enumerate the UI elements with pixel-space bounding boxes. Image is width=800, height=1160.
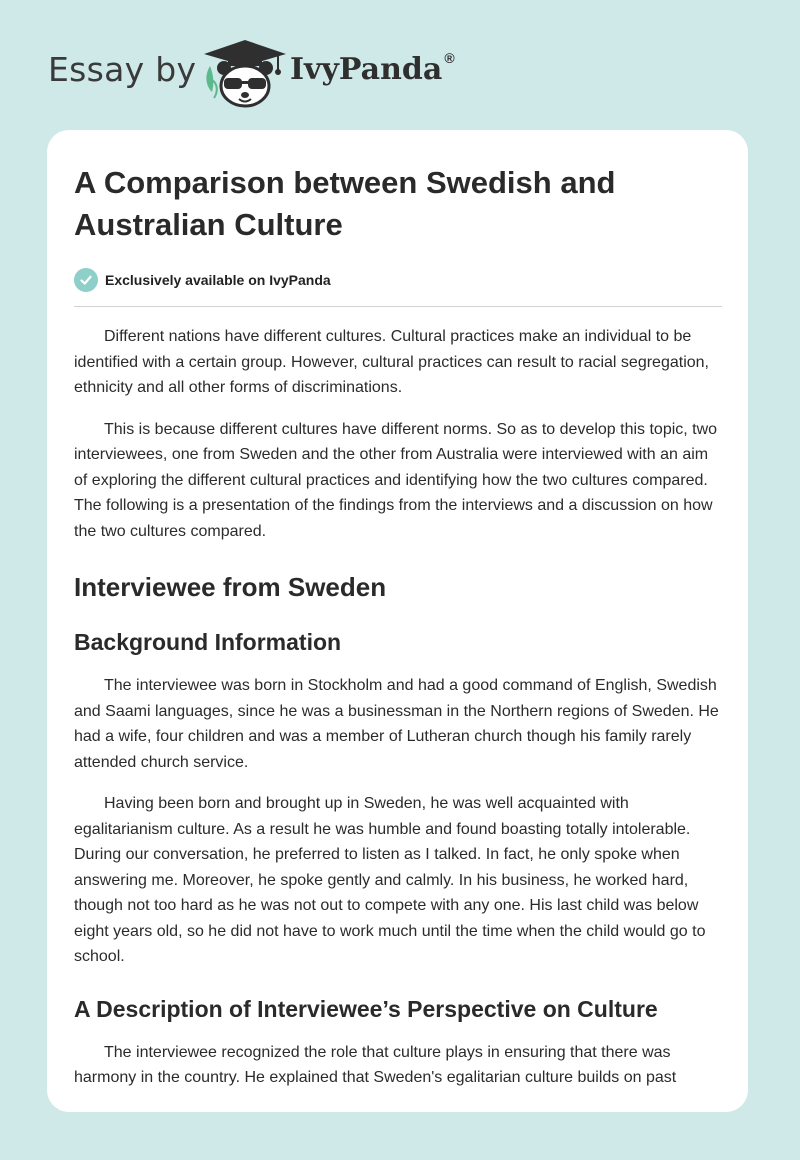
site-header bbox=[0, 0, 800, 130]
background-heading: Background Information bbox=[74, 629, 342, 655]
panda-graduate-icon[interactable] bbox=[200, 36, 290, 110]
perspective-heading: A Description of Interviewee’s Perspective on Culture bbox=[74, 995, 658, 1022]
page-title: A Comparison between Swedish and Australian Culture bbox=[74, 165, 616, 242]
title-divider bbox=[74, 306, 722, 307]
section-heading-sweden: Interviewee from Sweden bbox=[74, 572, 387, 602]
registered-mark: ® bbox=[444, 50, 455, 66]
brand-name[interactable]: IvyPanda ® bbox=[290, 50, 455, 87]
exclusive-badge bbox=[74, 266, 724, 294]
intro-paragraph-1: Different nations have different cultures. Cultural practices make an individual to be identified with a certain group. However, cultural practices can result to racial segregation, ethnicity and all other forms of discriminations. bbox=[74, 328, 709, 396]
intro-paragraph-2: This is because different cultures have different norms. So as to develop this topic, two interviewees, one from Sweden and the other from Australia were interviewed with an aim of exploring the different cultural practices and identifying how the two cultures compared. The following is a presentation of the findings from the interviews and a discussion on how the two cultures compared. bbox=[74, 420, 718, 540]
background-paragraph-1: The interviewee was born in Stockholm and had a good command of English, Swedish and Saami languages, since he was a businessman in the Northern regions of Sweden. He had a wife, four children and was a member of Lutheran church though his family rarely attended church service. bbox=[74, 677, 719, 771]
article-body bbox=[74, 162, 724, 1091]
background-paragraph-2: Having been born and brought up in Sweden, he was well acquainted with egalitarianism culture. As a result he was humble and found boasting totally intolerable. During our conversation, he preferred to listen as I talked. In fact, he only spoke when answering me. Moreover, he spoke gently and calmly. In his business, he worked hard, though not too hard as he was not out to compete with any one. His last child was below eight years old, so he did not have to work much until the time when the child would go to school. bbox=[74, 795, 706, 965]
check-icon bbox=[74, 268, 98, 292]
brand-prefix: Essay by bbox=[48, 50, 197, 89]
exclusive-label: Exclusively available on IvyPanda bbox=[105, 272, 331, 288]
perspective-paragraph-1: The interviewee recognized the role that culture plays in ensuring that there was harmony in the country. He explained that Sweden's egalitarian culture builds on past bbox=[74, 1043, 677, 1086]
article-card bbox=[47, 130, 748, 1112]
